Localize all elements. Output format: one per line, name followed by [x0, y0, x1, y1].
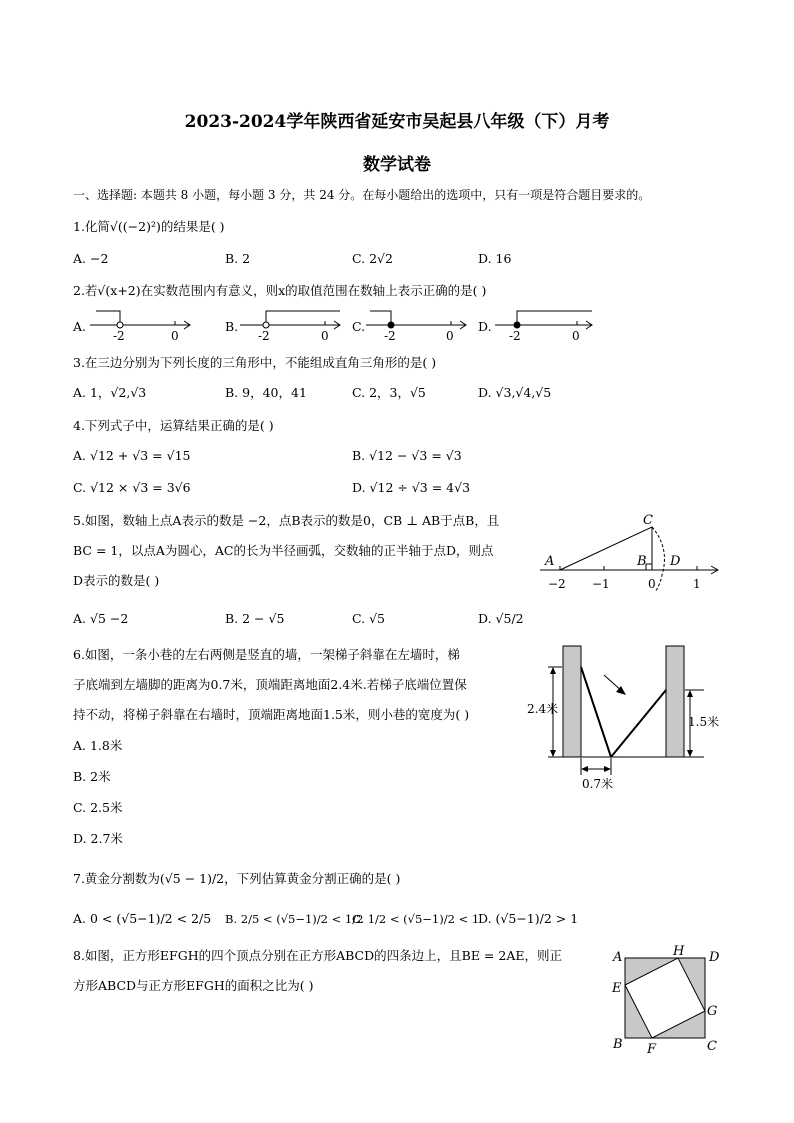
q2-option-a: A.: [73, 319, 87, 334]
q4-option-c: C. √12 × √3 = 3√6: [73, 480, 191, 495]
q5-option-b: B. 2 − √5: [225, 611, 285, 626]
q8-label-c: C: [707, 1039, 717, 1054]
q3-option-c: C. 2，3，√5: [352, 385, 426, 400]
section-heading: 一、选择题: 本题共 8 小题，每小题 3 分，共 24 分。在每小题给出的选项中，只有一项是符合题目要求的。: [73, 188, 651, 202]
q2-c-label-minus2: -2: [384, 329, 396, 343]
q7-stem: 7.黄金分割数为(√5 − 1)/2，下列估算黄金分割正确的是( ): [73, 871, 401, 886]
q4-option-d: D. √12 ÷ √3 = 4√3: [352, 480, 471, 495]
q2-numberline-d: [495, 311, 592, 343]
q6-option-c: C. 2.5米: [73, 800, 123, 815]
q1-option-d: D. 16: [478, 251, 512, 266]
q3-option-a: A. 1，√2,√3: [73, 385, 147, 400]
q2-b-label-minus2: -2: [258, 329, 270, 343]
q1-option-b: B. 2: [225, 251, 251, 266]
q8-label-h: H: [673, 944, 685, 959]
q7-option-b: B. 2/5 < (√5−1)/2 < 1/2: [225, 912, 364, 926]
q5-option-a: A. √5 −2: [73, 611, 129, 626]
q5-tick-one: 1: [693, 577, 701, 591]
q7-option-d: D. (√5−1)/2 > 1: [478, 911, 579, 926]
q4-stem: 4.下列式子中，运算结果正确的是( ): [73, 418, 274, 433]
q6-label-right-height: 1.5米: [688, 715, 720, 729]
q2-d-label-zero: 0: [572, 329, 580, 343]
q2-c-label-zero: 0: [446, 329, 454, 343]
q2-numberline-c: [366, 311, 466, 343]
q5-line-1: 5.如图，数轴上点A表示的数是 −2，点B表示的数是0，CB ⊥ AB于点B，且: [73, 513, 500, 528]
q6-line-1: 6.如图，一条小巷的左右两侧是竖直的墙，一架梯子斜靠在左墙时，梯: [73, 647, 460, 662]
q2-a-label-minus2: -2: [113, 329, 125, 343]
q8-label-g: G: [707, 1004, 718, 1019]
q6-line-3: 持不动，将梯子斜靠在右墙时，顶端距离地面1.5米，则小巷的宽度为( ): [73, 707, 470, 722]
q2-option-c: C.: [352, 319, 366, 334]
q8-label-b: B: [613, 1037, 623, 1052]
q6-label-left-height: 2.4米: [527, 702, 559, 716]
q7-option-a: A. 0 < (√5−1)/2 < 2/5: [73, 911, 212, 926]
q4-option-b: B. √12 − √3 = √3: [352, 448, 462, 463]
q3-option-d: D. √3,√4,√5: [478, 385, 552, 400]
q8-label-a: A: [613, 950, 623, 965]
q8-line-2: 方形ABCD与正方形EFGH的面积之比为( ): [73, 978, 314, 993]
q6-option-d: D. 2.7米: [73, 831, 123, 846]
q8-label-f: F: [647, 1042, 657, 1057]
q5-label-a: A: [545, 554, 555, 569]
q5-line-3: D表示的数是( ): [73, 573, 160, 588]
q5-label-b: B: [637, 554, 647, 569]
q3-stem: 3.在三边分别为下列长度的三角形中，不能组成直角三角形的是( ): [73, 355, 437, 370]
q5-label-c: C: [643, 513, 653, 528]
q8-line-1: 8.如图，正方形EFGH的四个顶点分别在正方形ABCD的四条边上，且BE = 2AE，则正: [73, 948, 562, 963]
q1-stem: 1.化简√((−2)²)的结果是( ): [73, 219, 225, 234]
q2-option-b: B.: [225, 319, 239, 334]
q6-option-a: A. 1.8米: [73, 738, 123, 753]
q2-stem: 2.若√(x+2)在实数范围内有意义，则x的取值范围在数轴上表示正确的是( ): [73, 283, 487, 298]
q3-option-b: B. 9，40，41: [225, 385, 307, 400]
q2-b-label-zero: 0: [321, 329, 329, 343]
q5-option-c: C. √5: [352, 611, 385, 626]
q6-figure: [527, 646, 719, 791]
q1-option-c: C. 2√2: [352, 251, 393, 266]
q5-tick-minus2: −2: [548, 577, 566, 591]
q5-line-2: BC = 1，以点A为圆心，AC的长为半径画弧，交数轴的正半轴于点D，则点: [73, 543, 494, 558]
q2-a-label-zero: 0: [171, 329, 179, 343]
q2-option-d: D.: [478, 319, 492, 334]
q6-label-base: 0.7米: [582, 777, 614, 791]
q5-tick-zero: 0: [648, 577, 656, 591]
q6-option-b: B. 2米: [73, 769, 111, 784]
q1-option-a: A. −2: [73, 251, 109, 266]
page-title: 2023-2024学年陕西省延安市吴起县八年级（下）月考: [184, 112, 610, 132]
q6-line-2: 子底端到左墙脚的距离为0.7米，顶端距离地面2.4米.若梯子底端位置保: [73, 677, 467, 692]
q7-option-c: C. 1/2 < (√5−1)/2 < 1: [352, 912, 480, 926]
q8-label-e: E: [612, 981, 622, 996]
q2-d-label-minus2: -2: [509, 329, 521, 343]
q5-label-d: D: [670, 554, 681, 569]
q5-option-d: D. √5/2: [478, 611, 524, 626]
q5-tick-minus1: −1: [592, 577, 610, 591]
q8-label-d: D: [709, 950, 720, 965]
q2-numberline-a: [90, 311, 190, 343]
q5-figure: [540, 513, 718, 592]
page-subtitle: 数学试卷: [363, 155, 431, 175]
q4-option-a: A. √12 + √3 = √15: [73, 448, 191, 463]
q2-numberline-b: [240, 311, 340, 343]
q8-figure: [611, 944, 720, 1057]
